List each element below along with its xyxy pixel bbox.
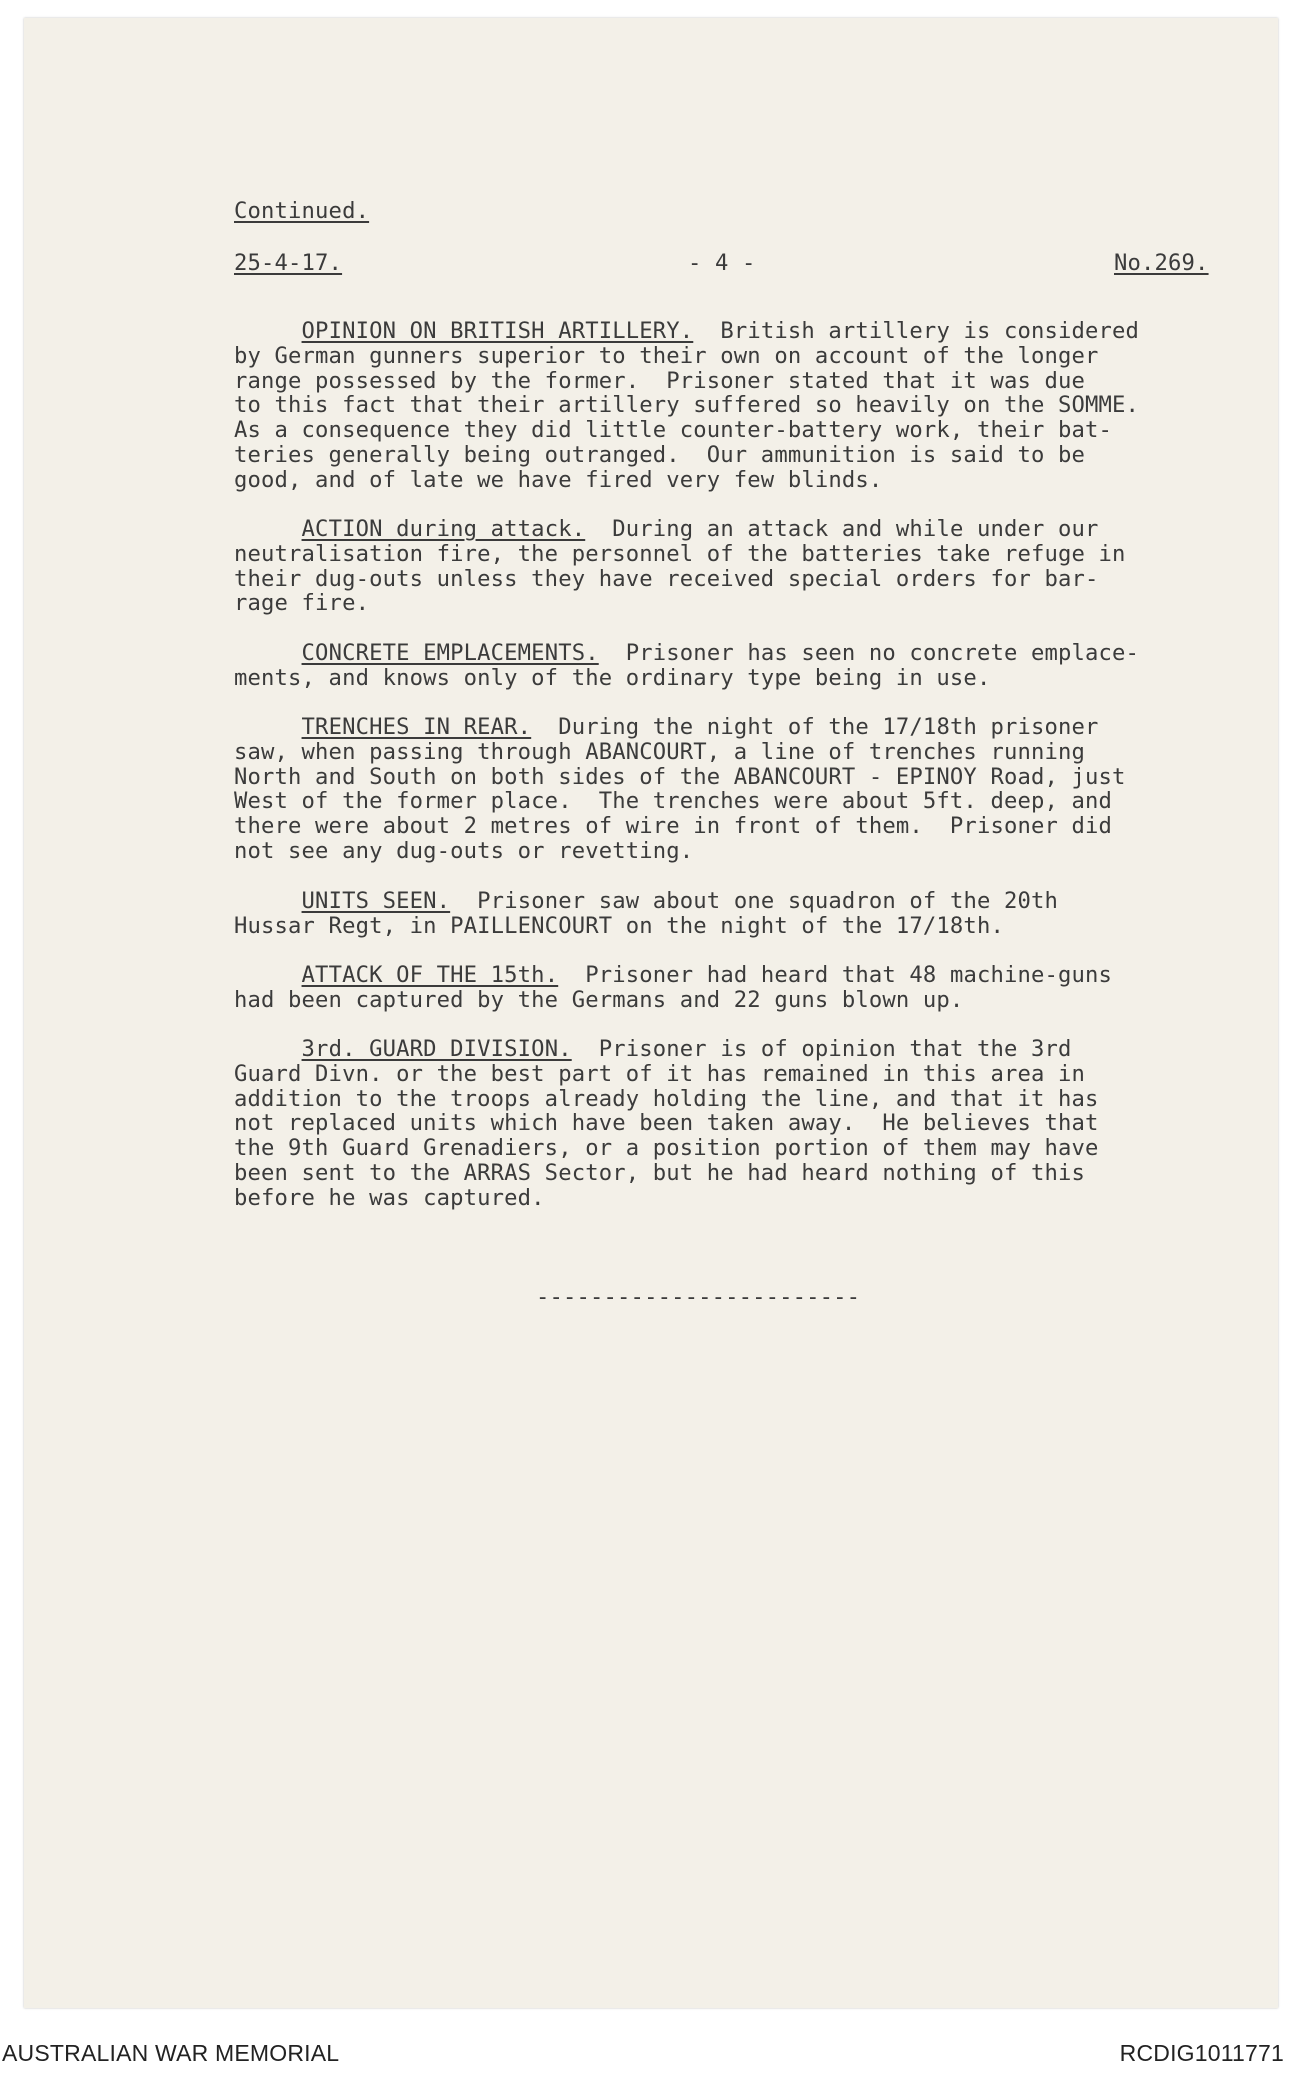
section-concrete-emplacements [234, 641, 1254, 691]
section-line: to this fact that their artillery suffered so heavily on the SOMME. [234, 392, 1140, 419]
section-heading: TRENCHES IN REAR. [301, 714, 532, 740]
section-line: Guard Divn. or the best part of it has remained in this area in [234, 1060, 1086, 1087]
document-page [24, 18, 1278, 2008]
page-number: - 4 - [688, 250, 756, 276]
section-line: had been captured by the Germans and 22 guns blown up. [234, 986, 964, 1013]
section-line: good, and of late we have fired very few blinds. [234, 466, 883, 493]
section-line: Prisoner had heard that 48 machine-guns [585, 962, 1113, 988]
report-number: No.269. [1114, 250, 1209, 276]
section-line: by German gunners superior to their own on account of the longer [234, 342, 1099, 369]
section-action-during-attack [234, 517, 1254, 616]
section-line: rage fire. [234, 590, 370, 617]
continued-label: Continued. [234, 198, 370, 224]
section-line: neutralisation fire, the personnel of the batteries take refuge in [234, 540, 1126, 567]
section-attack-of-15th [234, 963, 1254, 1013]
section-line: their dug-outs unless they have received special orders for bar- [234, 565, 1099, 592]
section-line: range possessed by the former. Prisoner stated that it was due [234, 367, 1086, 394]
footer-institution: AUSTRALIAN WAR MEMORIAL [2, 2040, 340, 2066]
section-line: During the night of the 17/18th prisoner [558, 714, 1099, 740]
section-line: ments, and knows only of the ordinary type being in use. [234, 664, 991, 691]
section-units-seen [234, 889, 1254, 939]
section-line: Hussar Regt, in PAILLENCOURT on the night of the 17/18th. [234, 912, 1004, 939]
section-line: not see any dug-outs or revetting. [234, 837, 694, 864]
section-heading: ATTACK OF THE 15th. [301, 962, 559, 988]
footer-record-id: RCDIG1011771 [1119, 2040, 1284, 2066]
section-heading: CONCRETE EMPLACEMENTS. [301, 640, 599, 666]
section-heading: 3rd. GUARD DIVISION. [301, 1036, 572, 1062]
section-line: teries generally being outranged. Our ammunition is said to be [234, 441, 1086, 468]
section-line: addition to the troops already holding the line, and that it has [234, 1085, 1099, 1112]
section-line: Prisoner has seen no concrete emplace- [625, 640, 1140, 666]
report-date: 25-4-17. [234, 250, 343, 276]
section-line: saw, when passing through ABANCOURT, a line of trenches running [234, 738, 1086, 765]
section-line: been sent to the ARRAS Sector, but he had heard nothing of this [234, 1159, 1086, 1186]
section-line: North and South on both sides of the ABANCOURT - EPINOY Road, just [234, 763, 1126, 790]
section-british-artillery [234, 319, 1254, 493]
section-line: there were about 2 metres of wire in front of them. Prisoner did [234, 813, 1113, 840]
section-line: Prisoner saw about one squadron of the 20th [477, 888, 1059, 914]
section-line: During an attack and while under our [612, 516, 1099, 542]
section-line: Prisoner is of opinion that the 3rd [598, 1036, 1072, 1062]
section-line: West of the former place. The trenches were about 5ft. deep, and [234, 788, 1113, 815]
section-heading: ACTION during attack. [301, 516, 586, 542]
section-line: before he was captured. [234, 1184, 545, 1211]
section-line: not replaced units which have been taken away. He believes that [234, 1110, 1099, 1137]
section-heading: UNITS SEEN. [301, 888, 451, 914]
section-guard-division [234, 1037, 1254, 1211]
section-trenches-in-rear [234, 715, 1254, 864]
section-heading: OPINION ON BRITISH ARTILLERY. [301, 318, 694, 344]
section-line: As a consequence they did little counter-battery work, their bat- [234, 417, 1113, 444]
section-line: British artillery is considered [720, 318, 1140, 344]
section-line: the 9th Guard Grenadiers, or a position portion of them may have [234, 1135, 1099, 1162]
closing-rule: ------------------------ [536, 1284, 861, 1310]
